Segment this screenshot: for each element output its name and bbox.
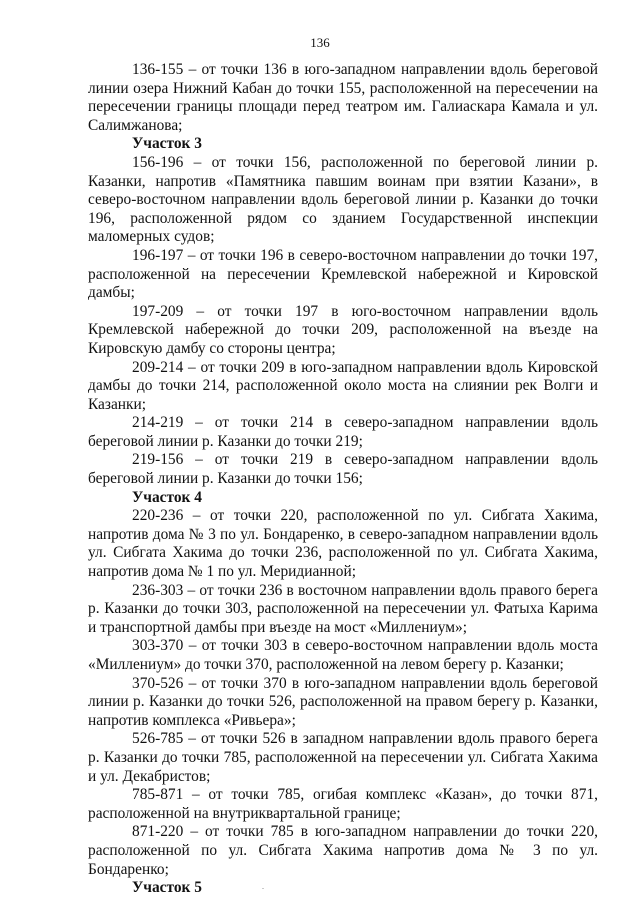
paragraph-219-156: 219-156 – от точки 219 в северо-западном направлении вдоль береговой линии р. Казанки до точки 156; bbox=[88, 451, 598, 488]
paragraph-156-196: 156-196 – от точки 156, расположенной по береговой линии р. Казанки, напротив «Памятника павшим воинам при взятии Казани», в северо-восточном направлении вдоль береговой линии р. Казанки до точки 196, расположенной рядом со зданием Государственной инспекции маломерных судов; bbox=[88, 153, 598, 246]
section-heading-3: Участок 3 bbox=[132, 135, 202, 153]
paragraph-196-197: 196-197 – от точки 196 в северо-восточном направлении до точки 197, расположенной на пересечении Кремлевской набережной и Кировской дамбы; bbox=[88, 246, 598, 302]
section-heading-5: Участок 5 bbox=[132, 879, 202, 897]
paragraph-526-785: 526-785 – от точки 526 в западном направлении вдоль правого берега р. Казанки до точки 785, расположенной на пересечении ул. Сибгата Хакима и ул. Декабристов; bbox=[88, 730, 598, 785]
paragraph-197-209: 197-209 – от точки 197 в юго-восточном направлении вдоль Кремлевской набережной до точки 209, расположенной на въезде на Кировскую дамбу со стороны центра; bbox=[88, 302, 598, 357]
paragraph-236-303: 236-303 – от точки 236 в восточном направлении вдоль правого берега р. Казанки до точки 303, расположенной на пересечении ул. Фатыха Карима и транспортной дамбы при въезде на мост «Миллениум»; bbox=[88, 581, 598, 636]
section-heading-4: Участок 4 bbox=[132, 488, 202, 506]
document-body bbox=[88, 61, 598, 898]
paragraph-871-220: 871-220 – от точки 785 в юго-западном направлении до точки 220, расположенной по ул. Сибгата Хакима напротив дома № 3 по ул. Бондаренко; bbox=[88, 823, 598, 878]
paragraph-785-871: 785-871 – от точки 785, огибая комплекс «Казан», до точки 871, расположенной на внутриквартальной границе; bbox=[88, 786, 598, 822]
paragraph-214-219: 214-219 – от точки 214 в северо-западном направлении вдоль береговой линии р. Казанки до точки 219; bbox=[88, 414, 598, 450]
footer-mark: . bbox=[262, 882, 264, 891]
page-number: 136 bbox=[310, 35, 330, 50]
paragraph-136-155: 136-155 – от точки 136 в юго-западном направлении вдоль береговой линии озера Нижний Кабан до точки 155, расположенной на пересечении на пересечении границы площади перед театром им. Галиаскара Камала и ул. Салимжанова; bbox=[88, 61, 598, 134]
paragraph-370-526: 370-526 – от точки 370 в юго-западном направлении вдоль береговой линии р. Казанки до точки 526, расположенной на правом берегу р. Казанки, напротив комплекса «Ривьера»; bbox=[88, 674, 598, 729]
paragraph-220-236: 220-236 – от точки 220, расположенной по ул. Сибгата Хакима, напротив дома № 3 по ул. Бондаренко, в северо-западном направлении вдоль ул. Сибгата Хакима до точки 236, расположенной по ул. Сибгата Хакима, напротив дома № 1 по ул. Меридианной; bbox=[88, 507, 598, 581]
paragraph-209-214: 209-214 – от точки 209 в юго-западном направлении вдоль Кировской дамбы до точки 214, расположенной около моста на слиянии рек Волги и Казанки; bbox=[88, 358, 598, 413]
paragraph-303-370: 303-370 – от точки 303 в северо-восточном направлении вдоль моста «Миллениум» до точки 370, расположенной на левом берегу р. Казанки; bbox=[88, 637, 598, 673]
